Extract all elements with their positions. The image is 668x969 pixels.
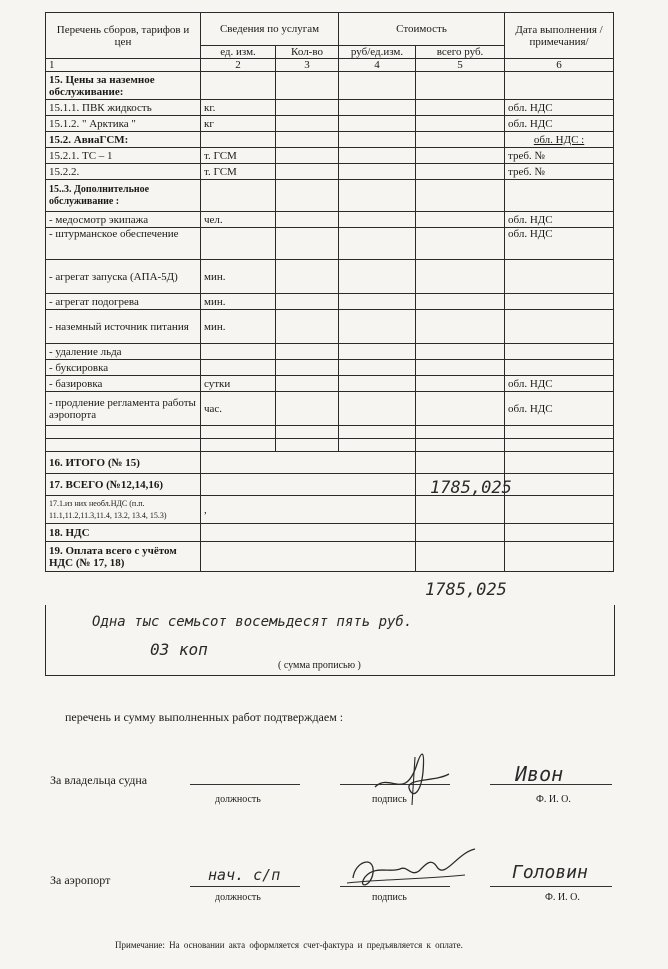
table-row: 15.2.1. ТС – 1 т. ГСМ треб. № <box>46 148 614 164</box>
header-price: руб/ед.изм. <box>339 46 416 59</box>
table-row: - агрегат подогрева мин. <box>46 294 614 310</box>
header-services: Сведения по услугам <box>201 13 339 46</box>
airport-name-line <box>490 886 612 887</box>
footnote: Примечание: На основании акта оформляется счет-фактура и предъявляется к оплате. <box>115 940 463 950</box>
airport-label: За аэропорт <box>50 873 111 887</box>
colnum-3: 3 <box>276 59 339 72</box>
section-15-title: 15. Цены за наземное обслуживание: <box>46 72 201 100</box>
header-fees: Перечень сборов, тарифов и цен <box>46 13 201 59</box>
section-153-title: 15..3. Дополнительное обслуживание : <box>46 180 201 212</box>
airport-name-caption: Ф. И. О. <box>545 892 580 903</box>
owner-name-written: Ивон <box>515 762 564 786</box>
row-18-vat: 18. НДС <box>46 524 614 542</box>
row-17-grand-total: 17. ВСЕГО (№12,14,16) <box>46 474 614 496</box>
table-row: - штурманское обеспечение обл. НДС <box>46 228 614 260</box>
table-row: - наземный источник питания мин. <box>46 310 614 344</box>
services-table <box>45 12 614 572</box>
colnum-6: 6 <box>505 59 614 72</box>
header-total: всего руб. <box>416 46 505 59</box>
handwritten-total-19: 1785,025 <box>425 580 507 600</box>
table-row: - базировка сутки обл. НДС <box>46 376 614 392</box>
row-17-1: 17.1.из них необл.НДС (п.п. 11.1,11.2,11.3,11.4, 13.2, 13.4, 15.3) , <box>46 496 614 524</box>
airport-position-line <box>190 886 300 887</box>
airport-position-written: нач. с/п <box>208 866 281 884</box>
amount-words-caption: ( сумма прописью ) <box>278 660 361 671</box>
table-row: - продление регламента работы аэропорта час. обл. НДС <box>46 392 614 426</box>
header-cost: Стоимость <box>339 13 505 46</box>
row-16-total: 16. ИТОГО (№ 15) <box>46 452 614 474</box>
table-row: 15.2. АвиаГСМ: обл. НДС : <box>46 132 614 148</box>
table-row: 15.1.2. " Арктика " кг обл. НДС <box>46 116 614 132</box>
owner-name-caption: Ф. И. О. <box>536 794 571 805</box>
owner-position-line <box>190 784 300 785</box>
table-row: - агрегат запуска (АПА-5Д) мин. <box>46 260 614 294</box>
amount-words-line2: 03 коп <box>150 640 208 659</box>
airport-signature-caption: подпись <box>372 892 407 903</box>
owner-position-caption: должность <box>215 794 261 805</box>
header-unit: ед. изм. <box>201 46 276 59</box>
airport-signature <box>345 843 495 898</box>
table-row: - буксировка <box>46 360 614 376</box>
amount-words-line1: Одна тыс семьсот восемьдесят пять руб. <box>92 614 413 630</box>
owner-label: За владельца судна <box>50 773 148 787</box>
header-qty: Кол-во <box>276 46 339 59</box>
handwritten-total-16: 1785,025 <box>430 478 512 498</box>
column-numbers-row <box>46 59 614 72</box>
colnum-2: 2 <box>201 59 276 72</box>
colnum-4: 4 <box>339 59 416 72</box>
airport-name-written: Головин <box>512 862 588 883</box>
airport-position-caption: должность <box>215 892 261 903</box>
table-row: - удаление льда <box>46 344 614 360</box>
table-row: 15.2.2. т. ГСМ треб. № <box>46 164 614 180</box>
table-row: 15.1.1. ПВК жидкость кг. обл. НДС <box>46 100 614 116</box>
colnum-1: 1 <box>46 59 201 72</box>
table-row: - медосмотр экипажа чел. обл. НДС <box>46 212 614 228</box>
confirm-text: перечень и сумму выполненных работ подтверждаем : <box>65 710 344 724</box>
colnum-5: 5 <box>416 59 505 72</box>
header-date-notes: Дата выполнения /примечания/ <box>505 13 614 59</box>
row-19-payment: 19. Оплата всего с учётом НДС (№ 17, 18) <box>46 542 614 572</box>
owner-signature-caption: подпись <box>372 794 407 805</box>
